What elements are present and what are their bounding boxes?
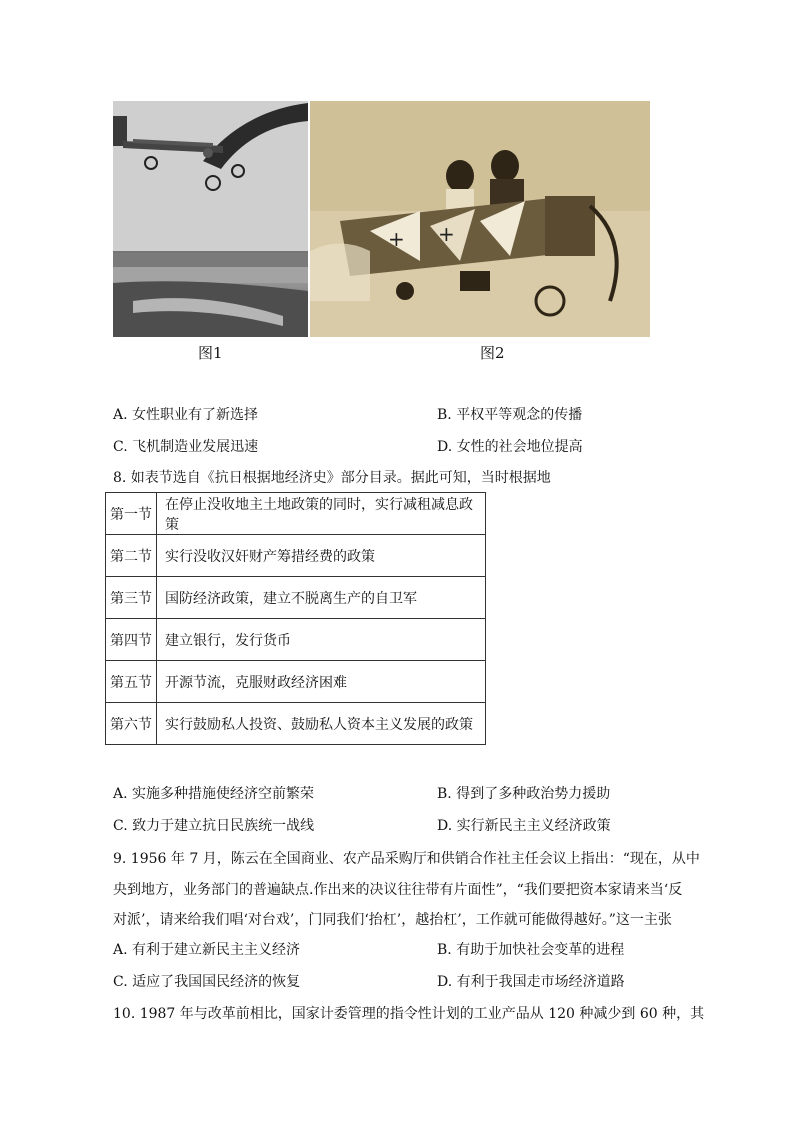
q8-option-a[interactable]: A. 实施多种措施使经济空前繁荣 (113, 786, 315, 802)
table-row (106, 535, 486, 577)
q8-option-d[interactable]: D. 实行新民主主义经济政策 (437, 818, 611, 834)
table-row (106, 619, 486, 661)
q8-option-c[interactable]: C. 致力于建立抗日民族统一战线 (113, 818, 315, 834)
section-label: 第一节 (106, 493, 157, 535)
section-label: 第六节 (106, 703, 157, 745)
q9-stem-line-1: 9. 1956 年 7 月，陈云在全国商业、农产品采购厅和供销合作社主任会议上指出：“现在，从中 (113, 851, 700, 867)
svg-text:+: + (438, 222, 455, 246)
airplane-illustration-1 (113, 101, 308, 337)
q9-option-d[interactable]: D. 有利于我国走市场经济道路 (437, 974, 625, 990)
q7-option-c[interactable]: C. 飞机制造业发展迅速 (113, 439, 259, 455)
q7-option-d[interactable]: D. 女性的社会地位提高 (437, 439, 583, 455)
table-row (106, 661, 486, 703)
q7-option-a[interactable]: A. 女性职业有了新选择 (113, 407, 259, 423)
q9-stem-line-2: 央到地方，业务部门的普遍缺点.作出来的决议往往带有片面性”，“我们要把资本家请来当‘反 (113, 882, 683, 898)
figure-1-caption: 图1 (198, 344, 223, 362)
q8-option-b[interactable]: B. 得到了多种政治势力援助 (437, 786, 611, 802)
section-content: 开源节流，克服财政经济困难 (157, 661, 486, 703)
section-label: 第二节 (106, 535, 157, 577)
figure-1-photo (113, 101, 308, 337)
q8-contents-table (105, 492, 486, 745)
figure-2-photo (310, 101, 650, 337)
q9-option-c[interactable]: C. 适应了我国国民经济的恢复 (113, 974, 301, 990)
section-label: 第四节 (106, 619, 157, 661)
figure-2-caption: 图2 (480, 344, 505, 362)
section-label: 第五节 (106, 661, 157, 703)
section-label: 第三节 (106, 577, 157, 619)
q9-option-a[interactable]: A. 有利于建立新民主主义经济 (113, 942, 301, 958)
table-row (106, 577, 486, 619)
q9-stem-line-3: 对派’，请来给我们唱‘对台戏’，门同我们‘抬杠’，越抬杠’，工作就可能做得越好。”这一主张 (113, 912, 672, 928)
svg-text:+: + (388, 227, 405, 251)
q10-stem-line-1: 10. 1987 年与改革前相比，国家计委管理的指令性计划的工业产品从 120 种减少到 60 种，其 (113, 1006, 705, 1022)
table-row (106, 493, 486, 535)
table-row (106, 703, 486, 745)
section-content: 建立银行，发行货币 (157, 619, 486, 661)
section-content: 在停止没收地主土地政策的同时，实行减租减息政策 (157, 493, 486, 535)
airplane-illustration-2 (310, 101, 650, 337)
section-content: 实行没收汉奸财产筹措经费的政策 (157, 535, 486, 577)
section-content: 国防经济政策，建立不脱离生产的自卫军 (157, 577, 486, 619)
section-content: 实行鼓励私人投资、鼓励私人资本主义发展的政策 (157, 703, 486, 745)
q8-stem: 8. 如表节选自《抗日根据地经济史》部分目录。据此可知，当时根据地 (113, 470, 551, 486)
q9-option-b[interactable]: B. 有助于加快社会变革的进程 (437, 942, 625, 958)
q7-option-b[interactable]: B. 平权平等观念的传播 (437, 407, 583, 423)
